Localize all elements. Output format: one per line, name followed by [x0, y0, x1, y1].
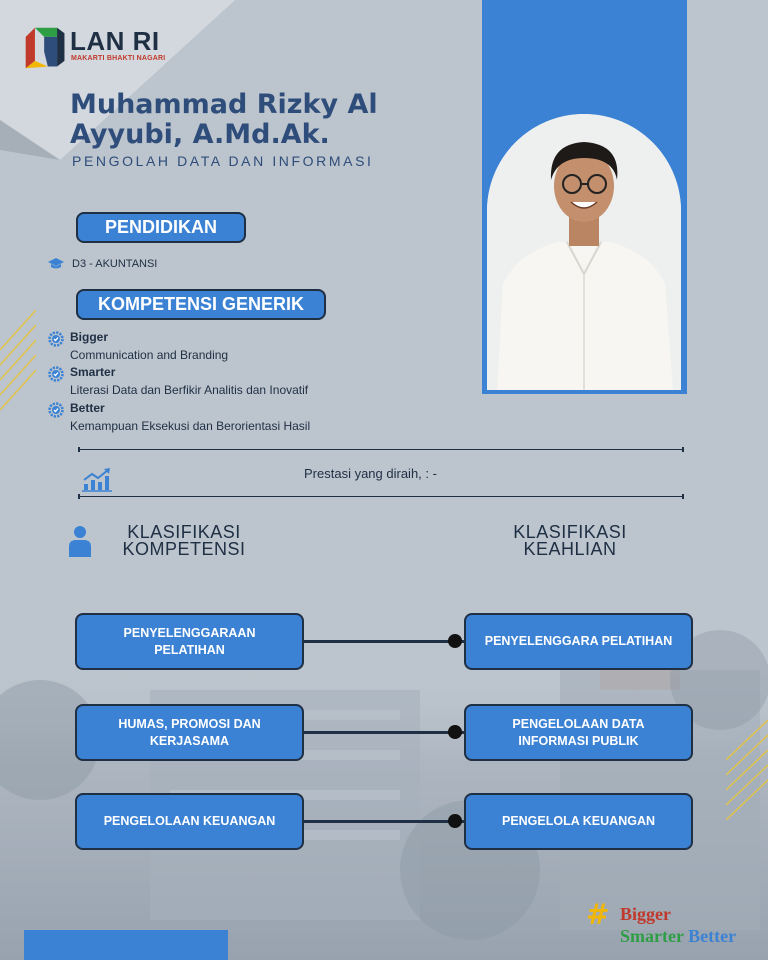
education-heading: PENDIDIKAN [76, 212, 246, 243]
graduation-cap-icon [48, 258, 64, 270]
growth-chart-icon [82, 468, 112, 492]
education-entry [48, 258, 157, 270]
bottom-accent-bar [24, 930, 228, 960]
stripe-decoration [726, 720, 768, 830]
tagline-line-two [620, 926, 736, 947]
competency-box: PENYELENGGARAAN PELATIHAN [75, 613, 304, 670]
competency-desc: Kemampuan Eksekusi dan Berorientasi Hasil [70, 419, 311, 433]
classification-expertise-heading [496, 524, 644, 558]
competency-box: PENGELOLAAN KEUANGAN [75, 793, 304, 850]
competency-title: Smarter [70, 365, 116, 379]
tagline-smarter: Smarter [620, 926, 684, 946]
person-icon [68, 525, 92, 557]
gear-check-icon [48, 402, 64, 418]
divider-bottom [78, 496, 684, 497]
classification-competency-heading [110, 524, 258, 558]
logo-name: LAN RI [70, 26, 160, 56]
competency-title: Bigger [70, 330, 109, 344]
stripe-decoration [0, 310, 36, 420]
connector-line [304, 640, 464, 643]
tagline-better: Better [688, 926, 737, 946]
expertise-box: PENGELOLA KEUANGAN [464, 793, 693, 850]
tagline-bigger: Bigger [620, 904, 671, 924]
connector-dot [448, 725, 462, 739]
competency-title: Better [70, 401, 105, 415]
profile-name: Muhammad Rizky Al Ayyubi, A.Md.Ak. [70, 89, 378, 150]
achievement-text: Prestasi yang diraih, : - [304, 466, 437, 481]
connector-line [304, 820, 464, 823]
profile-photo [487, 114, 681, 390]
competency-desc: Literasi Data dan Berfikir Analitis dan Inovatif [70, 383, 309, 397]
connector-dot [448, 814, 462, 828]
heading-line: KLASIFIKASI [127, 522, 241, 542]
education-entry-text: D3 - AKUNTANSI [72, 258, 158, 270]
expertise-box: PENGELOLAAN DATA INFORMASI PUBLIK [464, 704, 693, 761]
hashtag-icon: # [586, 898, 610, 931]
competency-desc: Communication and Branding [70, 348, 229, 362]
competency-box: HUMAS, PROMOSI DAN KERJASAMA [75, 704, 304, 761]
heading-line: KOMPETENSI [122, 539, 246, 559]
heading-line: KEAHLIAN [523, 539, 617, 559]
lan-ri-logo-icon [22, 22, 70, 74]
gear-check-icon [48, 331, 64, 347]
connector-dot [448, 634, 462, 648]
profile-role: PENGOLAH DATA DAN INFORMASI [72, 153, 374, 169]
heading-line: KLASIFIKASI [513, 522, 627, 542]
gear-check-icon [48, 366, 64, 382]
connector-line [304, 731, 464, 734]
competency-heading: KOMPETENSI GENERIK [76, 289, 326, 320]
expertise-box: PENYELENGGARA PELATIHAN [464, 613, 693, 670]
logo-tagline: MAKARTI BHAKTI NAGARI [71, 55, 166, 62]
divider-top [78, 449, 684, 450]
